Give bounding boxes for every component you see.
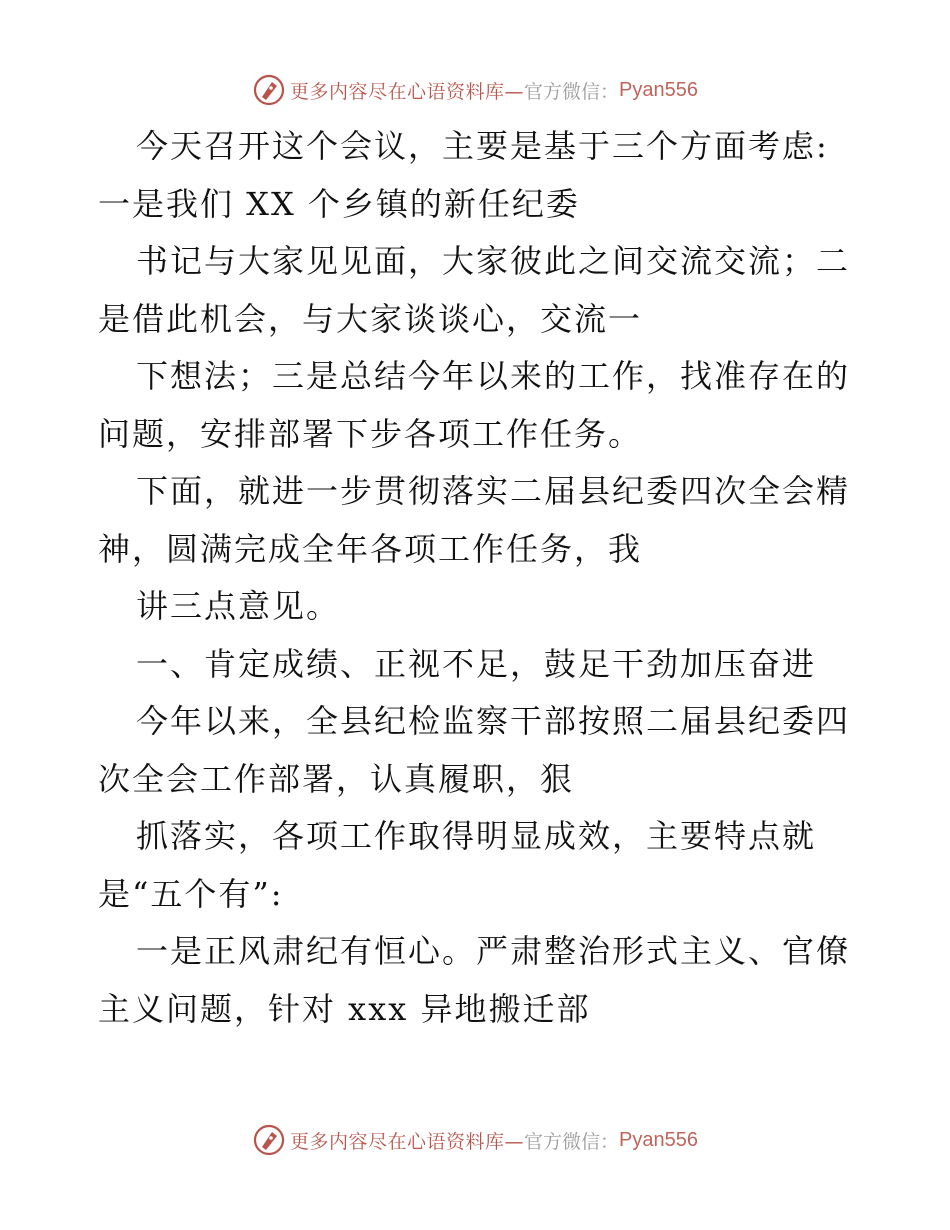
header-wechat-label: 官方微信：	[524, 80, 620, 103]
body-line: 主义问题，针对 xxx 异地搬迁部	[98, 989, 591, 1028]
pen-nib-logo-icon	[252, 73, 286, 107]
body-line: 是“五个有”:	[98, 874, 284, 913]
body-line: 今天召开这个会议，主要是基于三个方面考虑:	[136, 127, 829, 165]
body-line: 抓落实，各项工作取得明显成效，主要特点就	[136, 817, 817, 855]
body-line: 次全会工作部署，认真履职，狠	[98, 759, 575, 798]
header-banner-text: 更多内容尽在心语资料库—	[290, 80, 525, 103]
footer-wechat-label: 官方微信：	[524, 1130, 620, 1153]
body-line: 问题，安排部署下步各项工作任务。	[98, 414, 643, 453]
body-line: 下面，就进一步贯彻落实二届县纪委四次全会精	[136, 472, 851, 510]
body-line: 今年以来，全县纪检监察干部按照二届县纪委四	[136, 702, 851, 740]
body-line: 神，圆满完成全年各项工作任务，我	[98, 529, 643, 568]
document-body	[98, 118, 858, 1038]
section-heading: 一、肯定成绩、正视不足，鼓足干劲加压奋进	[136, 644, 817, 683]
body-line: 下想法；三是总结今年以来的工作，找准存在的	[136, 357, 851, 395]
header-wechat-id: Pyan556	[619, 78, 698, 101]
body-line: 讲三点意见。	[136, 587, 341, 625]
pen-nib-logo-icon	[252, 1123, 286, 1157]
body-line: 书记与大家见见面，大家彼此之间交流交流；二	[136, 242, 851, 280]
body-line: 是借此机会，与大家谈谈心，交流一	[98, 299, 643, 338]
body-line: 一是正风肃纪有恒心。严肃整治形式主义、官僚	[136, 932, 851, 970]
footer-banner-text: 更多内容尽在心语资料库—	[290, 1130, 525, 1153]
header-banner	[0, 70, 950, 110]
footer-wechat-id: Pyan556	[619, 1128, 698, 1151]
footer-banner	[0, 1120, 950, 1160]
body-line: 一是我们 XX 个乡镇的新任纪委	[98, 184, 580, 223]
